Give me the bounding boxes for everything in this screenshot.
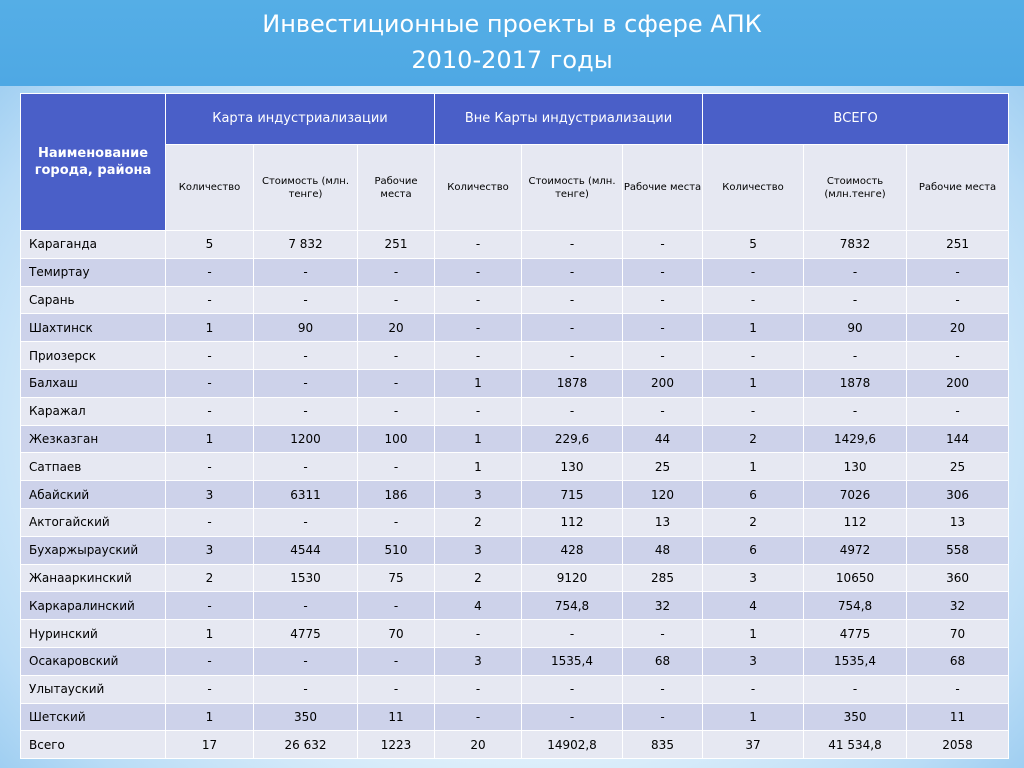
value-cell: 350: [254, 703, 358, 731]
value-cell: -: [703, 286, 804, 314]
value-cell: 360: [907, 564, 1009, 592]
value-cell: 3: [703, 647, 804, 675]
row-name-cell: Темиртау: [21, 258, 166, 286]
value-cell: -: [907, 342, 1009, 370]
value-cell: -: [522, 314, 623, 342]
page-title: Инвестиционные проекты в сфере АПК: [262, 10, 762, 38]
value-cell: 715: [522, 481, 623, 509]
value-cell: -: [435, 397, 522, 425]
value-cell: -: [435, 703, 522, 731]
value-cell: -: [254, 369, 358, 397]
value-cell: -: [254, 286, 358, 314]
header-subcol-jobs: Рабочие места: [358, 145, 435, 231]
value-cell: -: [358, 647, 435, 675]
value-cell: -: [804, 675, 907, 703]
value-cell: -: [522, 231, 623, 259]
value-cell: 14902,8: [522, 731, 623, 759]
value-cell: 7026: [804, 481, 907, 509]
total-row: [21, 731, 1009, 759]
value-cell: -: [703, 258, 804, 286]
value-cell: 186: [358, 481, 435, 509]
value-cell: 4972: [804, 536, 907, 564]
value-cell: 1: [703, 314, 804, 342]
header-subcol-jobs: Рабочие места: [907, 145, 1009, 231]
value-cell: 26 632: [254, 731, 358, 759]
value-cell: 3: [166, 481, 254, 509]
value-cell: -: [358, 592, 435, 620]
row-name-cell: Нуринский: [21, 620, 166, 648]
value-cell: 835: [623, 731, 703, 759]
table-row: [21, 231, 1009, 259]
value-cell: 1429,6: [804, 425, 907, 453]
value-cell: 558: [907, 536, 1009, 564]
value-cell: -: [522, 342, 623, 370]
value-cell: 100: [358, 425, 435, 453]
row-name-cell: Шетский: [21, 703, 166, 731]
value-cell: 510: [358, 536, 435, 564]
value-cell: -: [358, 342, 435, 370]
table-row: [21, 703, 1009, 731]
row-name-cell: Жанааркинский: [21, 564, 166, 592]
value-cell: 1535,4: [804, 647, 907, 675]
table-body: [21, 231, 1009, 759]
value-cell: 1535,4: [522, 647, 623, 675]
value-cell: 32: [623, 592, 703, 620]
value-cell: 200: [623, 369, 703, 397]
value-cell: -: [166, 675, 254, 703]
value-cell: 428: [522, 536, 623, 564]
value-cell: 5: [703, 231, 804, 259]
table-row: [21, 564, 1009, 592]
value-cell: 1223: [358, 731, 435, 759]
value-cell: 20: [358, 314, 435, 342]
value-cell: -: [623, 620, 703, 648]
header-subcol-count: Количество: [166, 145, 254, 231]
value-cell: -: [166, 592, 254, 620]
value-cell: 68: [907, 647, 1009, 675]
value-cell: -: [522, 675, 623, 703]
value-cell: 2058: [907, 731, 1009, 759]
value-cell: 11: [907, 703, 1009, 731]
value-cell: 10650: [804, 564, 907, 592]
value-cell: -: [623, 397, 703, 425]
value-cell: 130: [522, 453, 623, 481]
value-cell: 3: [435, 647, 522, 675]
value-cell: -: [166, 453, 254, 481]
row-name-cell: Бухаржырауский: [21, 536, 166, 564]
value-cell: -: [703, 675, 804, 703]
value-cell: -: [358, 397, 435, 425]
value-cell: 229,6: [522, 425, 623, 453]
value-cell: 1: [435, 453, 522, 481]
value-cell: -: [623, 286, 703, 314]
value-cell: -: [435, 342, 522, 370]
value-cell: -: [435, 675, 522, 703]
row-name-cell: Сатпаев: [21, 453, 166, 481]
header-group-outside-map: Вне Карты индустриализации: [435, 94, 703, 145]
value-cell: 1: [703, 703, 804, 731]
row-name-cell: Абайский: [21, 481, 166, 509]
value-cell: 112: [804, 508, 907, 536]
value-cell: 7832: [804, 231, 907, 259]
value-cell: 4775: [254, 620, 358, 648]
value-cell: 25: [623, 453, 703, 481]
value-cell: 1200: [254, 425, 358, 453]
value-cell: 285: [623, 564, 703, 592]
value-cell: -: [522, 620, 623, 648]
value-cell: 754,8: [522, 592, 623, 620]
value-cell: 68: [623, 647, 703, 675]
value-cell: 1: [703, 620, 804, 648]
value-cell: 37: [703, 731, 804, 759]
table-row: [21, 453, 1009, 481]
value-cell: -: [623, 231, 703, 259]
value-cell: -: [522, 258, 623, 286]
value-cell: -: [254, 397, 358, 425]
row-name-cell: Балхаш: [21, 369, 166, 397]
value-cell: -: [254, 258, 358, 286]
title-bar: [0, 0, 1024, 86]
table-row: [21, 592, 1009, 620]
value-cell: 7 832: [254, 231, 358, 259]
value-cell: -: [522, 703, 623, 731]
row-name-cell: Приозерск: [21, 342, 166, 370]
value-cell: -: [166, 369, 254, 397]
value-cell: 144: [907, 425, 1009, 453]
table-row: [21, 258, 1009, 286]
value-cell: 1: [703, 453, 804, 481]
value-cell: -: [254, 342, 358, 370]
value-cell: -: [435, 286, 522, 314]
value-cell: -: [907, 286, 1009, 314]
row-name-cell: Сарань: [21, 286, 166, 314]
value-cell: -: [254, 453, 358, 481]
value-cell: -: [358, 369, 435, 397]
value-cell: 1: [435, 369, 522, 397]
header-subcol-jobs: Рабочие места: [623, 145, 703, 231]
investment-table: [20, 93, 1009, 759]
value-cell: -: [623, 675, 703, 703]
value-cell: 1: [166, 425, 254, 453]
value-cell: 1: [166, 620, 254, 648]
value-cell: -: [254, 675, 358, 703]
table-row: [21, 675, 1009, 703]
value-cell: 2: [703, 508, 804, 536]
value-cell: 70: [358, 620, 435, 648]
row-name-cell: Всего: [21, 731, 166, 759]
value-cell: 41 534,8: [804, 731, 907, 759]
value-cell: 6: [703, 536, 804, 564]
value-cell: -: [907, 397, 1009, 425]
table-row: [21, 481, 1009, 509]
value-cell: 48: [623, 536, 703, 564]
value-cell: -: [166, 286, 254, 314]
value-cell: -: [435, 231, 522, 259]
value-cell: -: [623, 258, 703, 286]
value-cell: 3: [435, 536, 522, 564]
table-row: [21, 369, 1009, 397]
value-cell: 306: [907, 481, 1009, 509]
value-cell: -: [907, 258, 1009, 286]
value-cell: 20: [907, 314, 1009, 342]
value-cell: 90: [254, 314, 358, 342]
value-cell: -: [166, 508, 254, 536]
row-name-cell: Караганда: [21, 231, 166, 259]
value-cell: 6311: [254, 481, 358, 509]
value-cell: 75: [358, 564, 435, 592]
value-cell: 90: [804, 314, 907, 342]
value-cell: -: [254, 592, 358, 620]
value-cell: -: [166, 397, 254, 425]
value-cell: -: [703, 397, 804, 425]
value-cell: 2: [435, 508, 522, 536]
table-row: [21, 647, 1009, 675]
value-cell: 3: [166, 536, 254, 564]
value-cell: -: [166, 258, 254, 286]
value-cell: 1: [435, 425, 522, 453]
value-cell: -: [358, 675, 435, 703]
value-cell: 754,8: [804, 592, 907, 620]
value-cell: -: [435, 314, 522, 342]
header-subcol-cost: Стоимость (млн.тенге): [804, 145, 907, 231]
value-cell: -: [166, 647, 254, 675]
value-cell: -: [623, 342, 703, 370]
value-cell: -: [522, 286, 623, 314]
header-subcol-count: Количество: [703, 145, 804, 231]
value-cell: -: [358, 508, 435, 536]
value-cell: 2: [703, 425, 804, 453]
page-subtitle: 2010-2017 годы: [411, 46, 613, 74]
value-cell: -: [804, 286, 907, 314]
row-name-cell: Каражал: [21, 397, 166, 425]
value-cell: -: [522, 397, 623, 425]
value-cell: -: [623, 314, 703, 342]
value-cell: 112: [522, 508, 623, 536]
value-cell: -: [435, 620, 522, 648]
value-cell: -: [254, 647, 358, 675]
value-cell: 32: [907, 592, 1009, 620]
value-cell: 120: [623, 481, 703, 509]
value-cell: 9120: [522, 564, 623, 592]
value-cell: 1: [166, 314, 254, 342]
header-name-column: Наименование города, района: [21, 94, 166, 231]
header-subcol-cost: Стоимость (млн. тенге): [254, 145, 358, 231]
value-cell: 20: [435, 731, 522, 759]
value-cell: -: [907, 675, 1009, 703]
value-cell: 2: [435, 564, 522, 592]
value-cell: 200: [907, 369, 1009, 397]
value-cell: 4775: [804, 620, 907, 648]
table-row: [21, 425, 1009, 453]
table-row: [21, 342, 1009, 370]
table-row: [21, 397, 1009, 425]
value-cell: -: [703, 342, 804, 370]
header-subcol-cost: Стоимость (млн. тенге): [522, 145, 623, 231]
value-cell: -: [358, 258, 435, 286]
value-cell: -: [804, 342, 907, 370]
value-cell: 1878: [522, 369, 623, 397]
value-cell: 5: [166, 231, 254, 259]
row-name-cell: Актогайский: [21, 508, 166, 536]
header-group-total: ВСЕГО: [703, 94, 1009, 145]
table-row: [21, 286, 1009, 314]
value-cell: 25: [907, 453, 1009, 481]
table-row: [21, 508, 1009, 536]
row-name-cell: Шахтинск: [21, 314, 166, 342]
value-cell: 3: [435, 481, 522, 509]
value-cell: 17: [166, 731, 254, 759]
value-cell: -: [166, 342, 254, 370]
value-cell: 4544: [254, 536, 358, 564]
table-row: [21, 536, 1009, 564]
table-row: [21, 620, 1009, 648]
value-cell: 251: [907, 231, 1009, 259]
value-cell: -: [358, 286, 435, 314]
value-cell: 3: [703, 564, 804, 592]
table-row: [21, 314, 1009, 342]
value-cell: 13: [907, 508, 1009, 536]
value-cell: 4: [435, 592, 522, 620]
value-cell: 6: [703, 481, 804, 509]
row-name-cell: Каркаралинский: [21, 592, 166, 620]
value-cell: -: [254, 508, 358, 536]
value-cell: -: [435, 258, 522, 286]
value-cell: 1530: [254, 564, 358, 592]
value-cell: 70: [907, 620, 1009, 648]
value-cell: 350: [804, 703, 907, 731]
value-cell: 1: [703, 369, 804, 397]
value-cell: -: [358, 453, 435, 481]
row-name-cell: Улытауский: [21, 675, 166, 703]
value-cell: 4: [703, 592, 804, 620]
header-subcol-count: Количество: [435, 145, 522, 231]
value-cell: 2: [166, 564, 254, 592]
value-cell: -: [804, 258, 907, 286]
value-cell: 1: [166, 703, 254, 731]
value-cell: 11: [358, 703, 435, 731]
value-cell: -: [804, 397, 907, 425]
row-name-cell: Жезказган: [21, 425, 166, 453]
value-cell: 13: [623, 508, 703, 536]
header-group-industrialization-map: Карта индустриализации: [166, 94, 435, 145]
value-cell: 1878: [804, 369, 907, 397]
value-cell: 130: [804, 453, 907, 481]
value-cell: -: [623, 703, 703, 731]
value-cell: 251: [358, 231, 435, 259]
row-name-cell: Осакаровский: [21, 647, 166, 675]
value-cell: 44: [623, 425, 703, 453]
